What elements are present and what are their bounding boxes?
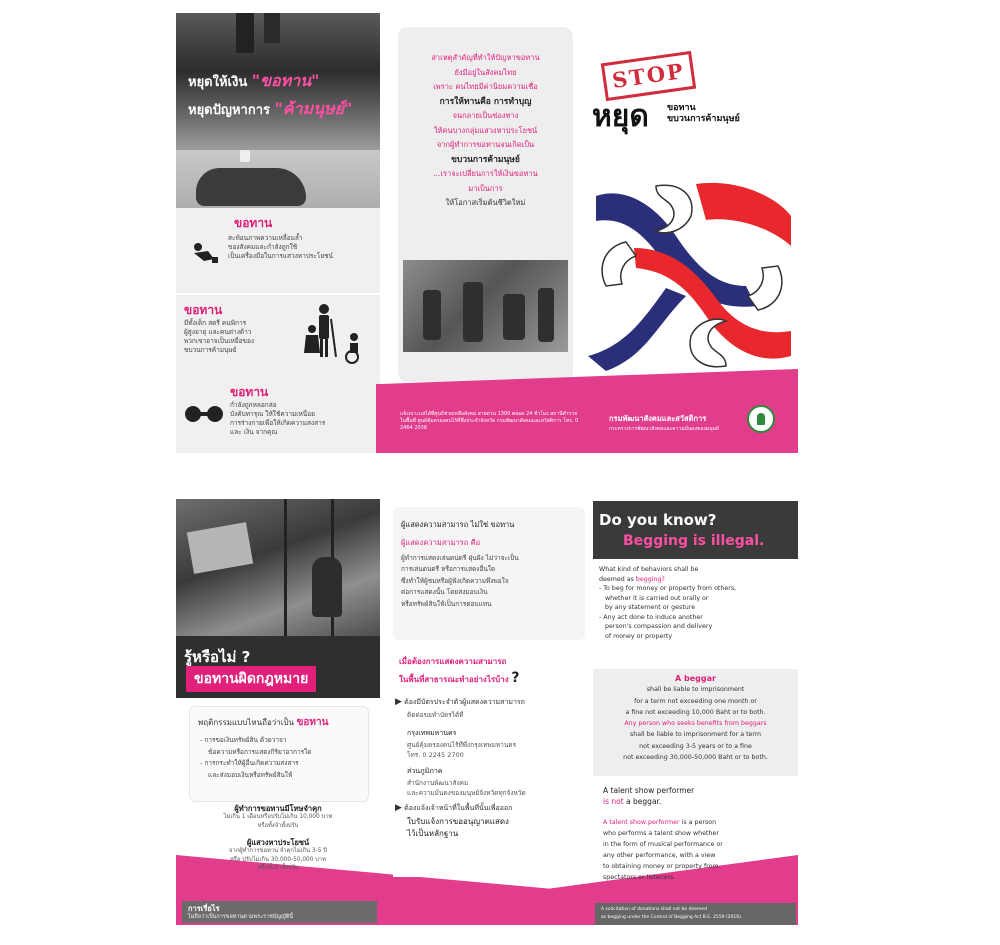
solicitation-note: การเรี่ยไร ไม่ถือว่าเป็นการขอทานตามพระราชบัญญัตินี้ — [182, 901, 377, 923]
did-you-know-title: รู้หรือไม่ ? — [184, 648, 251, 666]
headline-stop-trafficking: หยุดปัญหาการ "ค้ามนุษย์" — [188, 99, 353, 118]
box-text: มีทั้งเด็ก สตรี คนพิการ ผู้สูงอายุ และคนต่างด้าว พวกเขาอาจเป็นเหยื่อของ ขบวนการค้ามนุษย์ — [184, 319, 255, 354]
message-line: สาเหตุสำคัญที่ทำให้ปัญหาขอทาน — [431, 53, 540, 62]
begging-illegal-title: ขอทานผิดกฎหมาย — [186, 666, 316, 692]
hotline-text: แจ้งเบาะแสได้ที่ศูนย์ช่วยเหลือสังคม สายด่วน 1300 ตลอด 24 ชั่วโมง สถานีตำรวจในพื้นที่ ศูนย์คุ้มครองคนไร้ที่พึ่งประจำจังหวัด กรมพัฒนาสังคมและสวัสดิการ โทร. 0 2464 2038 — [400, 411, 579, 431]
org-regional: ส่วนภูมิภาค — [407, 767, 443, 775]
info-box-2 — [176, 295, 380, 379]
brochure-outside — [176, 13, 798, 453]
performer-definition-card — [393, 507, 585, 640]
message-line: ...เราจะเปลี่ยนการให้เงินขอทาน — [433, 169, 538, 178]
headline-stop-giving: หยุดให้เงิน "ขอทาน" — [188, 71, 320, 90]
penalty-line: A beggar — [675, 674, 716, 683]
penalty-line: not exceeding 30,000-50,000 Baht or to both. — [623, 754, 768, 762]
child-beggar-photo — [176, 499, 380, 639]
behavior-card — [189, 706, 369, 802]
ministry-title: กรมพัฒนาสังคมและสวัสดิการ — [609, 414, 707, 423]
how-to-perform-card — [393, 647, 585, 877]
step-2-detail: ใบรับแจ้งการขออนุญาตแสดง ไว้เป็นหลักฐาน — [407, 817, 509, 838]
box-title: ขอทาน — [230, 385, 269, 399]
panel-right-bottom — [593, 499, 798, 925]
penalties-box — [593, 669, 798, 776]
message-line: ให้คนบางกลุ่มแสวงหาประโยชน์ — [433, 125, 538, 135]
performer-heading: ผู้แสดงความสามารถ ไม่ใช่ ขอทาน — [401, 520, 515, 529]
interlocked-hands-icon — [586, 176, 798, 376]
message-line: มาเป็นการ — [468, 183, 503, 193]
act-footnote: A solicitation of donations shall not be deemed as begging under the Control of Begging Act B.E. 2559 (2016). — [595, 903, 796, 925]
message-card — [398, 27, 573, 382]
penalty-exploiter: ผู้แสวงหาประโยชน์ จากผู้ทำการขอทาน จำคุกไม่เกิน 3-5 ปี หรือ ปรับไม่เกิน 30,000-50,000 บาท หรือทั้งจำทั้งปรับ — [229, 838, 327, 871]
stop-title: หยุด — [592, 99, 649, 134]
panel-left-top — [176, 13, 380, 453]
panel-middle-bottom — [381, 499, 592, 925]
family-icon — [304, 301, 374, 365]
talent-definition: A talent show performer is a person who performs a talent show whether in the form of musical performance or any other performance, with a view to obtaining money or property from spectators or listeners. — [603, 819, 723, 881]
hands-cuffed-icon — [184, 401, 224, 427]
step-1: ▶ ต้องมีบัตรประจำตัวผู้แสดงความสามารถ — [395, 697, 525, 707]
performer-body: ผู้ทำการแสดงเล่นดนตรี ฝุ่นฝัง ไม่ว่าจะเป็น การเล่นดนตรี หรือการแสดงอื่นใด ซึ่งทำให้ผู้ชมหรือผู้ฟังเกิดความพึงพอใจ ต่อการแสดงนั้น โดยส่งมอบเงิน หรือทรัพย์สินให้เป็นการตอบแทน — [401, 554, 519, 608]
arrow-right-icon: ▶ — [395, 697, 402, 707]
penalty-line: shall be liable to imprisonment for a term — [629, 731, 762, 739]
penalty-line: for a term not exceeding one month or — [634, 697, 757, 705]
stop-subtitle: ขอทาน ขบวนการค้ามนุษย์ — [667, 103, 740, 124]
ministry-seal-icon — [747, 405, 775, 433]
penalty-line: a fine not exceeding 10,000 Baht or to both. — [625, 708, 766, 716]
beggar-icon — [190, 241, 222, 265]
info-box-1 — [176, 208, 380, 293]
org-bangkok-detail: ศูนย์คุ้มครองคนไร้ที่พึ่งกรุงเทพมหานคร โทร. 0 2245 2700 — [407, 741, 517, 759]
message-lines — [398, 51, 573, 211]
brochure-inside — [176, 499, 798, 925]
behavior-card-title: พฤติกรรมแบบไหนถือว่าเป็น ขอทาน — [198, 717, 329, 728]
info-box-3 — [176, 377, 380, 453]
box-text: สะท้อนภาพความเหลื่อมล้ำ ของสังคมและกำลังถูกใช้ เป็นเครื่องมือในการแสวงหาประโยชน์ — [228, 234, 333, 260]
box-title: ขอทาน — [184, 303, 223, 317]
message-line: ให้โอกาสเริ่มต้นชีวิตใหม่ — [445, 198, 526, 207]
arrow-right-icon: ▶ — [395, 803, 402, 813]
talent-heading: A talent show performer is not a beggar. — [603, 786, 695, 806]
question-line-1: เมื่อต้องการแสดงความสามารถ — [399, 657, 507, 666]
org-regional-detail: สำนักงานพัฒนาสังคม และความมั่นคงของมนุษย์จังหวัดทุกจังหวัด — [407, 779, 526, 797]
message-line: จากผู้ทำการขอทานจนเกิดเป็น — [436, 140, 535, 149]
behavior-card-body: - การขอเงินทรัพย์สิน ด้วยวาจา ข้อความหรือการแสดงกิริยาอาการใด - การกระทำให้ผู้อื่นเกิดความสงสาร และส่งมอบเงินหรือทรัพย์สินให้ — [200, 736, 312, 779]
step-2: ▶ ต้องแจ้งเจ้าหน้าที่ในพื้นที่นั้นเพื่อออก — [395, 803, 513, 813]
question-line-2: ในพื้นที่สาธารณะทำอย่างไรบ้าง ? — [399, 670, 520, 686]
panel-left-bottom — [176, 499, 380, 925]
box-title: ขอทาน — [234, 216, 273, 230]
penalty-line: Any person who seeks benefits from beggars — [624, 720, 767, 728]
message-line: ขบวนการค้ามนุษย์ — [451, 154, 520, 165]
box-text: กำลังถูกหลอกล่อ บังคับทารุณ ให้ใช้ความเหนื่อย การร่างกายเพื่อให้เกิดความสงสาร และ เงิน จากคุณ — [230, 401, 326, 436]
message-line: ยังมีอยู่ในสังคมไทย — [454, 67, 517, 77]
penalty-line: not exceeding 3-5 years or to a fine — [639, 742, 752, 750]
begging-definition: What kind of behaviors shall be deemed as begging? - To beg for money or property from others, whether it is carried out orally or by any statement or gesture - Any act done to induce another person's compassion and delivery of money or property — [599, 566, 737, 640]
performers-photo — [403, 260, 568, 352]
do-you-know-text: Do you know? — [599, 511, 717, 529]
org-bangkok: กรุงเทพมหานคร — [407, 729, 457, 737]
message-line: การให้ทานคือ การทำบุญ — [439, 96, 532, 107]
performer-subheading: ผู้แสดงความสามารถ คือ — [401, 538, 481, 547]
message-line: จนกลายเป็นช่องทาง — [452, 111, 519, 120]
stop-stamp: STOP — [601, 51, 696, 101]
penalty-beggar: ผู้ทำการขอทานมีโทษจำคุก ไม่เกิน 1 เดือนหรือปรับไม่เกิน 10,000 บาท หรือทั้งจำทั้งปรับ — [223, 804, 333, 829]
begging-illegal-text: Begging is illegal. — [623, 533, 765, 549]
step-1-sub: ติดต่อขอทำบัตรได้ที่ — [407, 711, 464, 719]
do-you-know-header — [593, 501, 798, 559]
ministry-subtitle: กระทรวงการพัฒนาสังคมและความมั่นคงของมนุษย์ — [609, 426, 719, 432]
penalty-line: shall be liable to imprisonment — [646, 686, 745, 694]
message-line: เพราะ คนไทยมีค่านิยมความเชื่อ — [433, 82, 538, 91]
